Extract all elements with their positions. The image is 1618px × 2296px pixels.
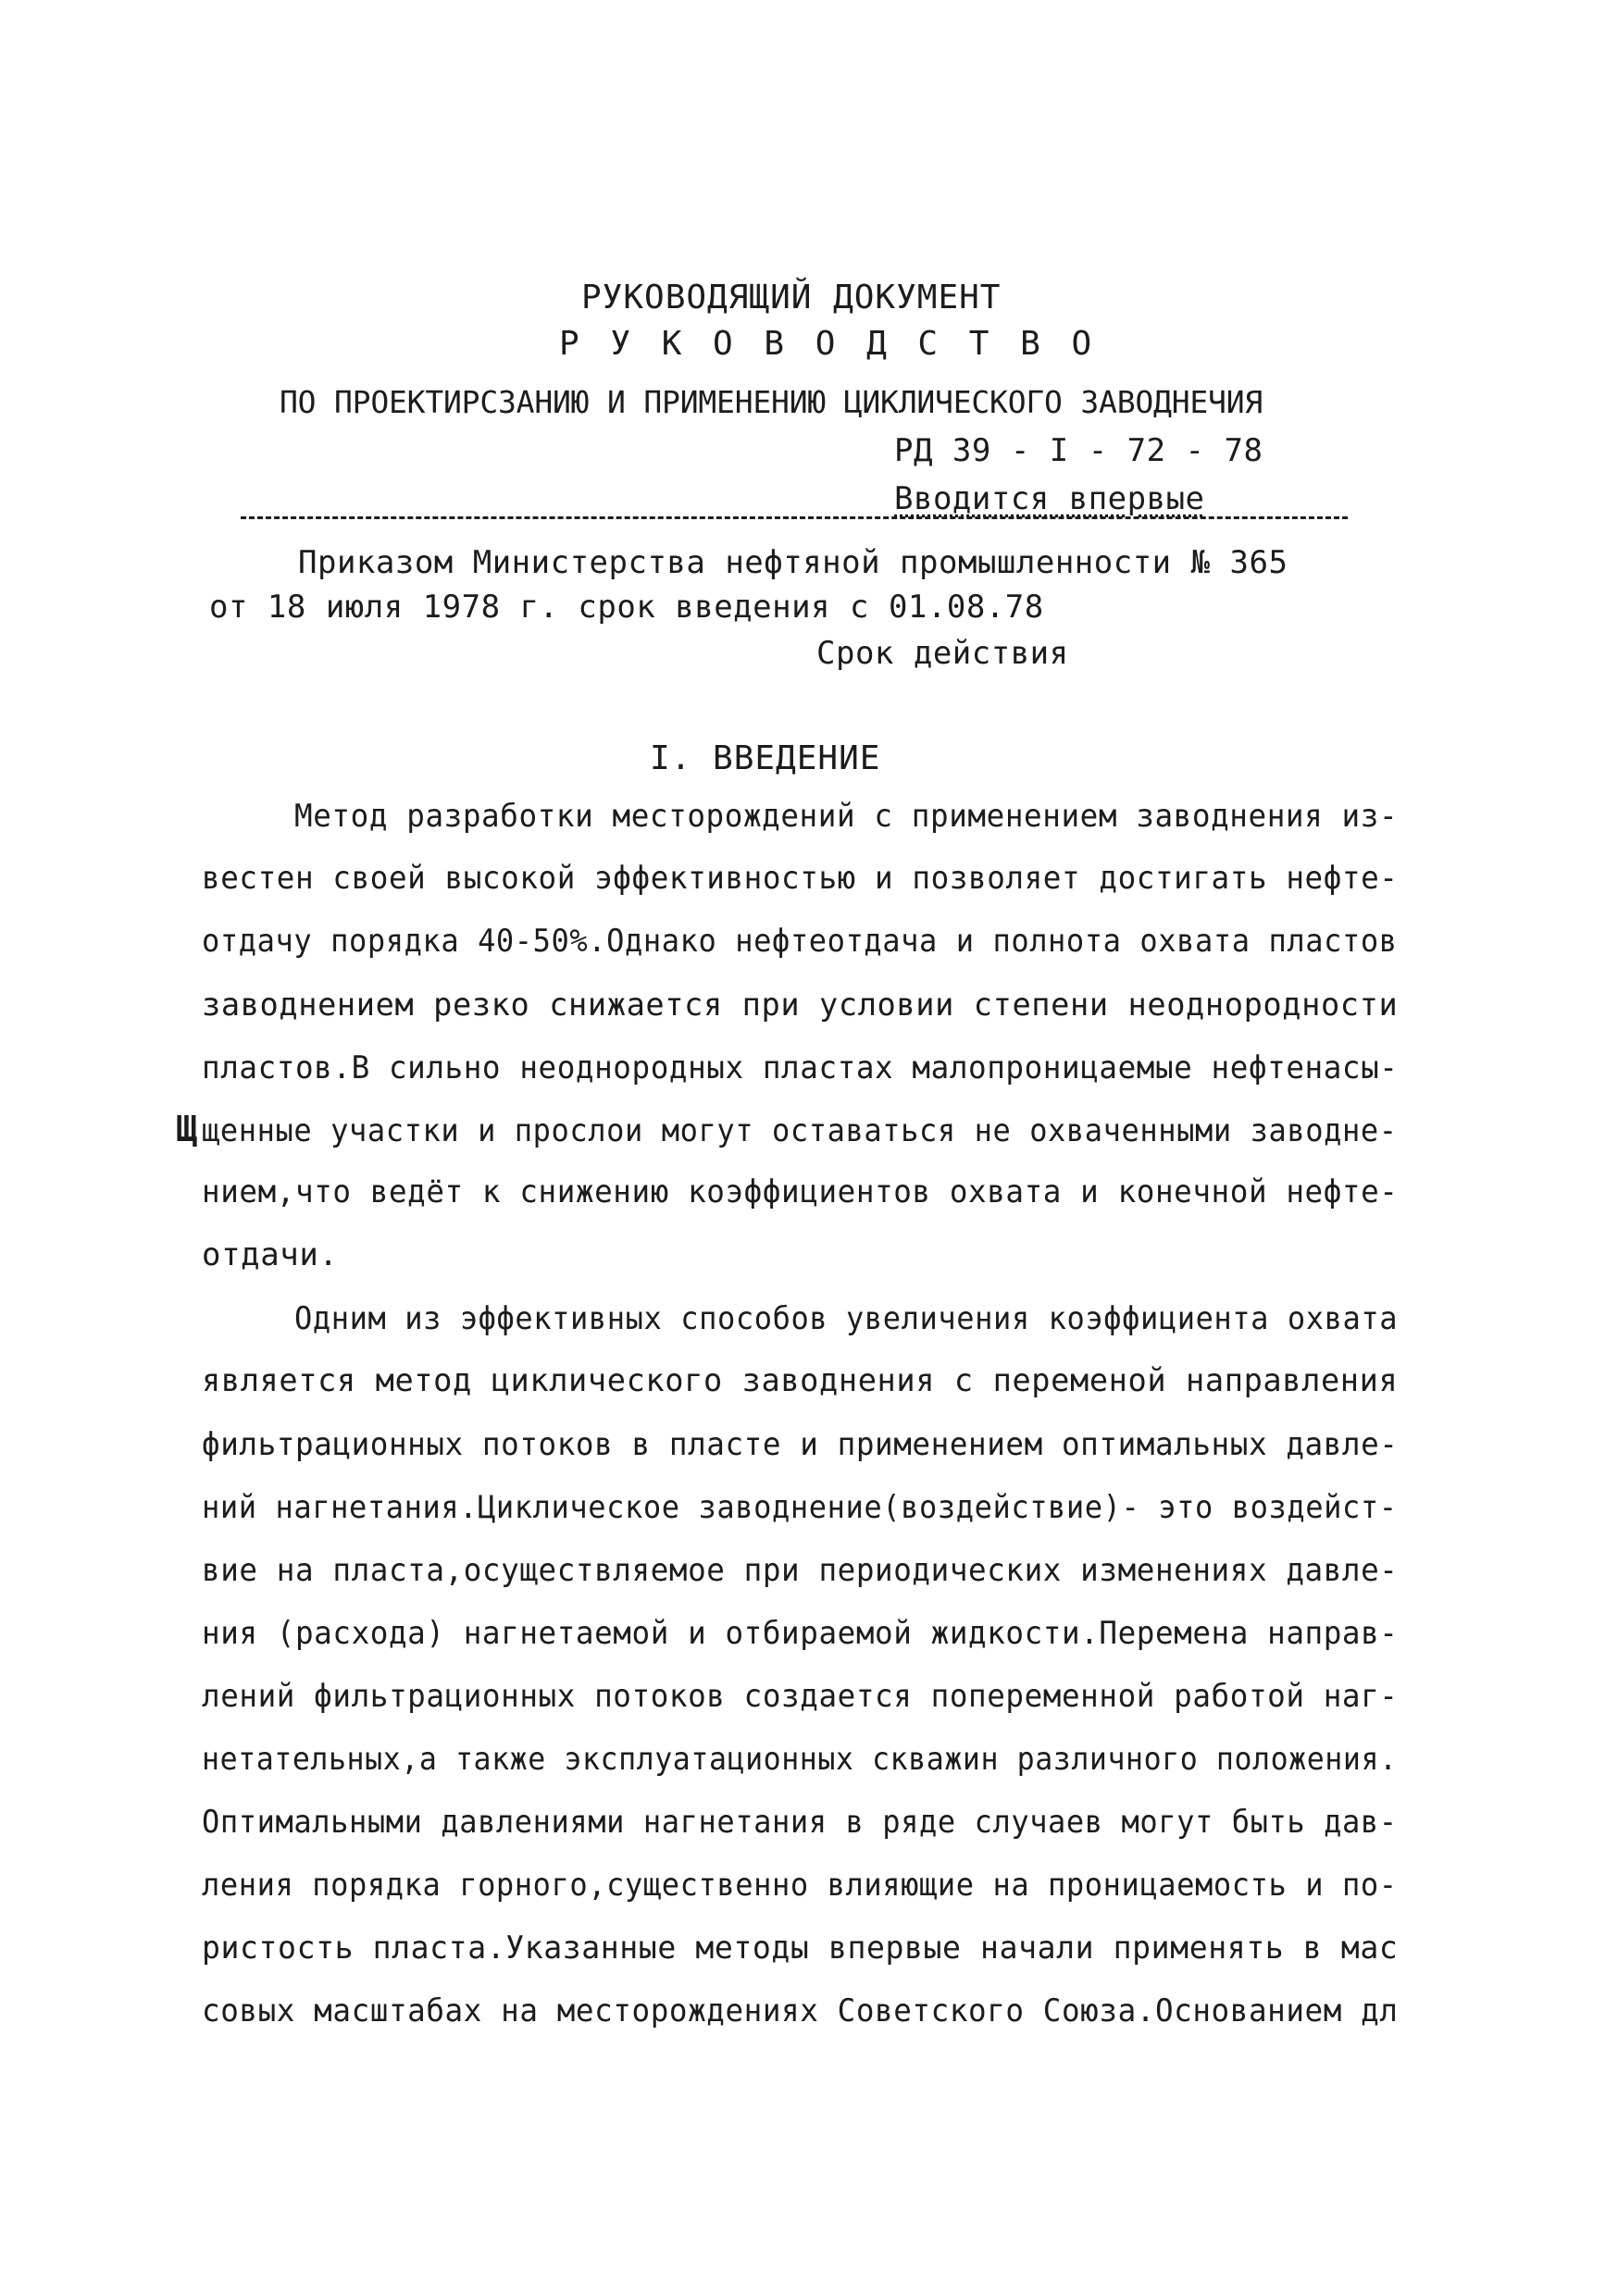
order-line-1: Приказом Министерства нефтяной промышленности № 365 [298,544,1288,581]
paragraph-line: совых масштабах на месторождениях Советского Союза.Основанием дл [202,1992,1399,2029]
paragraph-line: нием,что ведёт к снижению коэффициентов охвата и конечной нефте- [202,1173,1399,1210]
margin-annotation: Щ [176,1109,198,1149]
section-heading: I. ВВЕДЕНИЕ [650,739,881,777]
paragraph-line: Одним из эффективных способов увеличения коэффициента охвата [294,1300,1399,1337]
guide-subject: ПО ПРОЕКТИРСЗАНИЮ И ПРИМЕНЕНИЮ ЦИКЛИЧЕСКОГО ЗАВОДНЕЧИЯ [280,384,1263,420]
paragraph-line: является метод циклического заводнения с переменой направления [202,1362,1399,1399]
guide-title: Р У К О В О Д С Т В О [559,325,1098,363]
document-type-title: РУКОВОДЯЩИЙ ДОКУМЕНТ [581,279,1002,316]
paragraph-line: лений фильтрационных потоков создается попеременной работой наг- [202,1678,1399,1715]
paragraph-line: вие на пласта,осуществляемое при периодических изменениях давле- [202,1552,1399,1589]
paragraph-line: пластов.В сильно неоднородных пластах малопроницаемые нефтенасы- [202,1049,1399,1086]
paragraph-line: фильтрационных потоков в пласте и применением оптимальных давле- [202,1426,1399,1463]
paragraph-line: заводнением резко снижается при условии степени неоднородности [202,987,1399,1024]
header-divider [241,516,1348,519]
paragraph-line: Метод разработки месторождений с применением заводнения из- [294,798,1399,835]
paragraph-line: отдачу порядка 40-50%.Однако нефтеотдача и полнота охвата пластов [202,923,1398,960]
paragraph-line: нетательных,а также эксплуатационных скважин различного положения. [202,1741,1398,1778]
paragraph-line: ний нагнетания.Циклическое заводнение(воздействие)- это воздейст- [202,1489,1398,1526]
paragraph-line: отдачи. [202,1236,339,1273]
paragraph-line: вестен своей высокой эффективностью и позволяет достигать нефте- [202,860,1399,897]
validity-period: Срок действия [816,635,1069,672]
introduction-status: Вводится впервые [894,480,1205,517]
paragraph-line: Оптимальными давлениями нагнетания в ряде случаев могут быть дав- [202,1804,1398,1841]
document-number: РД 39 - I - 72 - 78 [894,432,1263,469]
order-line-2: от 18 июля 1978 г. срок введения с 01.08.78 [209,589,1044,626]
paragraph-line: ния (расхода) нагнетаемой и отбираемой жидкости.Перемена направ- [202,1615,1399,1652]
paragraph-line: ления порядка горного,существенно влияющие на проницаемость и по- [202,1867,1398,1904]
paragraph-line: ристость пласта.Указанные методы впервые начали применять в мас [202,1930,1399,1967]
paragraph-line: щенные участки и прослои могут оставаться не охваченными заводне- [202,1112,1398,1149]
